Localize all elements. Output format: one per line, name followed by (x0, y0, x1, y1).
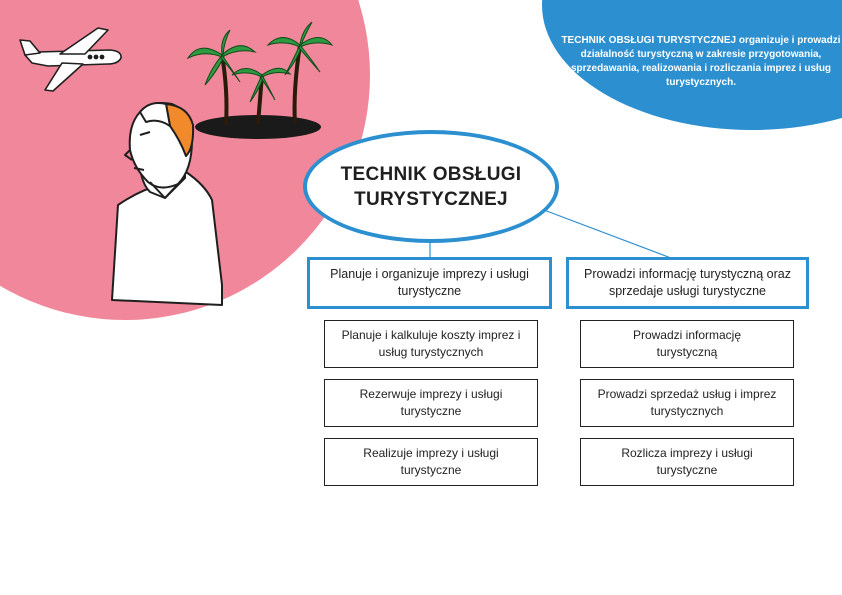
central-node (303, 130, 559, 243)
airplane-icon (20, 28, 121, 91)
task-box: Prowadzi sprzedaż usług i imprez turystycznych (580, 379, 794, 427)
title-line-1: TECHNIK OBSŁUGI (340, 163, 522, 185)
title-line-2: TURYSTYCZNEJ (354, 188, 508, 210)
task-box: Planuje i kalkuluje koszty imprez i usług turystycznych (324, 320, 538, 368)
intro-text: TECHNIK OBSŁUGI TURYSTYCZNEJ organizuje i prowadzi działalność turystyczną w zakresie przygotowania, sprzedawania, realizowania i rozliczania imprez i usług turystycznych. (561, 35, 841, 88)
task-box: Rozlicza imprezy i usługi turystyczne (580, 438, 794, 486)
branch-box-inform: Prowadzi informację turystyczną oraz sprzedaje usługi turystyczne (566, 257, 809, 309)
central-node-title (341, 162, 522, 212)
task-box: Prowadzi informację turystyczną (580, 320, 794, 368)
palm-trees-icon (188, 22, 332, 139)
branch-box-organize: Planuje i organizuje imprezy i usługi turystyczne (307, 257, 552, 309)
task-box: Rezerwuje imprezy i usługi turystyczne (324, 379, 538, 427)
task-box: Realizuje imprezy i usługi turystyczne (324, 438, 538, 486)
